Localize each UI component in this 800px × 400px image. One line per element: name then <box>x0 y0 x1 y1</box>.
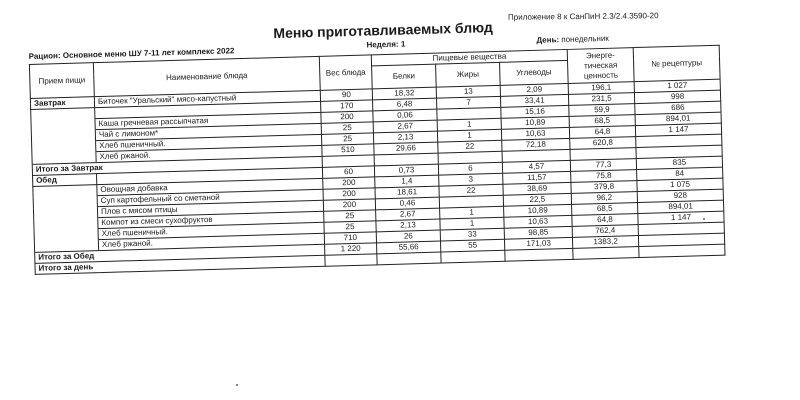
carbs-cell: 10,63 <box>504 215 572 228</box>
protein-cell: 2,13 <box>376 219 440 232</box>
total-carbs: 171,03 <box>504 237 572 250</box>
fat-cell: 22 <box>439 184 503 197</box>
dish-name: Овощная добавка <box>97 178 323 195</box>
protein-cell: 26 <box>376 230 440 243</box>
fat-cell: 6 <box>438 162 502 175</box>
energy-cell: 68,5 <box>569 115 635 128</box>
dish-name: Хлеб ржаной. <box>96 145 322 162</box>
protein-cell: 0,06 <box>373 109 437 122</box>
recipe-cell: 686 <box>635 101 721 114</box>
protein-cell: 2,67 <box>373 120 437 133</box>
carbs-cell: 10,63 <box>501 127 569 140</box>
fat-cell: 1 <box>440 217 504 230</box>
recipe-cell: 894,01 <box>635 112 721 125</box>
fat-cell: 33 <box>440 228 504 241</box>
energy-cell: 77,3 <box>570 159 636 172</box>
weight-cell: 90 <box>320 89 372 101</box>
protein-cell: 2,67 <box>376 208 440 221</box>
energy-cell: 96,2 <box>571 192 637 205</box>
fat-cell: 22 <box>438 140 502 153</box>
weight-cell: 710 <box>324 232 376 244</box>
recipe-cell: 1 147 <box>638 211 724 224</box>
fat-cell: 7 <box>437 96 501 109</box>
energy-cell: 75,8 <box>571 170 637 183</box>
protein-cell: 18,61 <box>375 186 439 199</box>
energy-cell: 620,8 <box>570 137 636 150</box>
carbs-cell: 22,5 <box>503 193 571 206</box>
menu-document <box>28 13 725 275</box>
energy-cell: 231,5 <box>568 93 634 106</box>
energy-cell: 379,8 <box>571 181 637 194</box>
page-title: Меню приготавливаемых блюд <box>273 19 493 42</box>
weight-cell: 25 <box>321 122 373 134</box>
col-recipe: № рецептуры <box>633 45 720 81</box>
total-weight: 1 220 <box>325 243 377 255</box>
carbs-cell: 10,89 <box>501 116 569 129</box>
col-dish: Наименование блюда <box>93 56 320 96</box>
col-carbs: Углеводы <box>500 60 569 85</box>
weight-cell: 170 <box>321 100 373 112</box>
dish-name: Компот из смеси сухофруктов <box>98 211 324 228</box>
carbs-cell: 2,09 <box>500 83 568 96</box>
day-info <box>536 34 609 45</box>
carbs-cell: 4,57 <box>502 160 570 173</box>
weight-cell: 200 <box>323 199 375 211</box>
protein-cell: 0,73 <box>374 164 438 177</box>
energy-cell: 64,8 <box>572 214 638 227</box>
weight-cell: 200 <box>323 177 375 189</box>
protein-cell: 2,13 <box>373 131 437 144</box>
dish-name: Хлеб пшеничный. <box>98 222 324 239</box>
recipe-cell: 894,01 <box>638 200 724 213</box>
dish-name: Суп картофельный со сметаной <box>97 189 323 206</box>
fat-cell: 1 <box>440 206 504 219</box>
ration-label: Рацион: Основное меню ШУ 7-11 лет комплекс 2022 <box>28 46 235 61</box>
protein-cell: 6,48 <box>373 98 437 111</box>
total-label: Итого за Завтрак <box>32 156 322 175</box>
fat-cell: 1 <box>437 118 501 131</box>
dish-name: Хлеб пшеничный. <box>96 134 322 151</box>
carbs-cell: 72,18 <box>502 138 570 151</box>
col-protein: Белки <box>372 64 437 89</box>
energy-cell: 762,4 <box>572 225 638 238</box>
carbs-cell: 33,41 <box>500 94 568 107</box>
weight-cell: 25 <box>324 210 376 222</box>
dish-name: Плов с мясом птицы <box>97 200 323 217</box>
day-value: понедельник <box>561 33 609 45</box>
recipe-cell: 1 027 <box>634 79 720 92</box>
recipe-cell: 84 <box>637 167 723 180</box>
col-nutrients: Пищевые вещества <box>371 49 567 65</box>
col-meal: Прием пищи <box>29 63 94 99</box>
recipe-cell: 998 <box>634 90 720 103</box>
protein-cell: 0,46 <box>375 197 439 210</box>
carbs-cell: 38,69 <box>503 182 571 195</box>
fat-cell: 3 <box>439 173 503 186</box>
col-fat: Жиры <box>436 62 501 87</box>
carbs-cell: 11,57 <box>503 171 571 184</box>
recipe-cell: 835 <box>636 156 722 169</box>
weight-cell: 200 <box>321 111 373 123</box>
recipe-cell: 928 <box>637 189 723 202</box>
recipe-cell: 1 147 <box>635 123 721 136</box>
weight-cell: 510 <box>322 144 374 156</box>
scan-speck <box>703 218 705 220</box>
dish-name: Биточек "Уральский" мясо-капустный <box>94 90 320 107</box>
day-label: День: <box>536 35 560 45</box>
energy-cell: 59,9 <box>569 104 635 117</box>
weight-cell: 25 <box>321 133 373 145</box>
col-weight: Вес блюда <box>319 55 372 90</box>
weight-cell: 60 <box>322 166 374 178</box>
day-total-label: Итого за день <box>35 255 325 274</box>
scan-speck <box>236 384 238 386</box>
dish-name: Чай с лимоном* <box>95 123 321 140</box>
energy-cell: 196,1 <box>568 82 634 95</box>
total-protein: 55,66 <box>377 241 441 254</box>
total-label: Итого за Обед <box>35 244 325 263</box>
energy-cell: 64,8 <box>569 126 635 139</box>
protein-cell: 29,66 <box>374 142 438 155</box>
carbs-cell: 15,16 <box>501 105 569 118</box>
fat-cell: 13 <box>436 85 500 98</box>
energy-cell: 68,5 <box>572 203 638 216</box>
carbs-cell: 98,85 <box>504 226 572 239</box>
dish-name: Каша гречневая рассыпчатая <box>95 112 321 129</box>
weight-cell: 200 <box>323 188 375 200</box>
col-energy: Энерге-тическая ценность <box>567 48 634 84</box>
week-label: Неделя: 1 <box>366 39 406 50</box>
recipe-cell: 1 075 <box>637 178 723 191</box>
menu-table <box>29 45 726 275</box>
protein-cell: 1,4 <box>375 175 439 188</box>
meal-name: Обед <box>33 174 97 187</box>
fat-cell: 1 <box>437 129 501 142</box>
protein-cell: 18,32 <box>372 87 436 100</box>
appendix-note: Приложение 8 к СанПиН 2.3/2.4.3590-20 <box>507 11 659 22</box>
total-energy: 1383,2 <box>572 236 638 249</box>
meal-name: Завтрак <box>30 97 94 110</box>
weight-cell: 25 <box>324 221 376 233</box>
dish-name: Хлеб ржаной. <box>98 233 324 250</box>
total-fat: 55 <box>440 239 504 252</box>
carbs-cell: 10,89 <box>504 204 572 217</box>
